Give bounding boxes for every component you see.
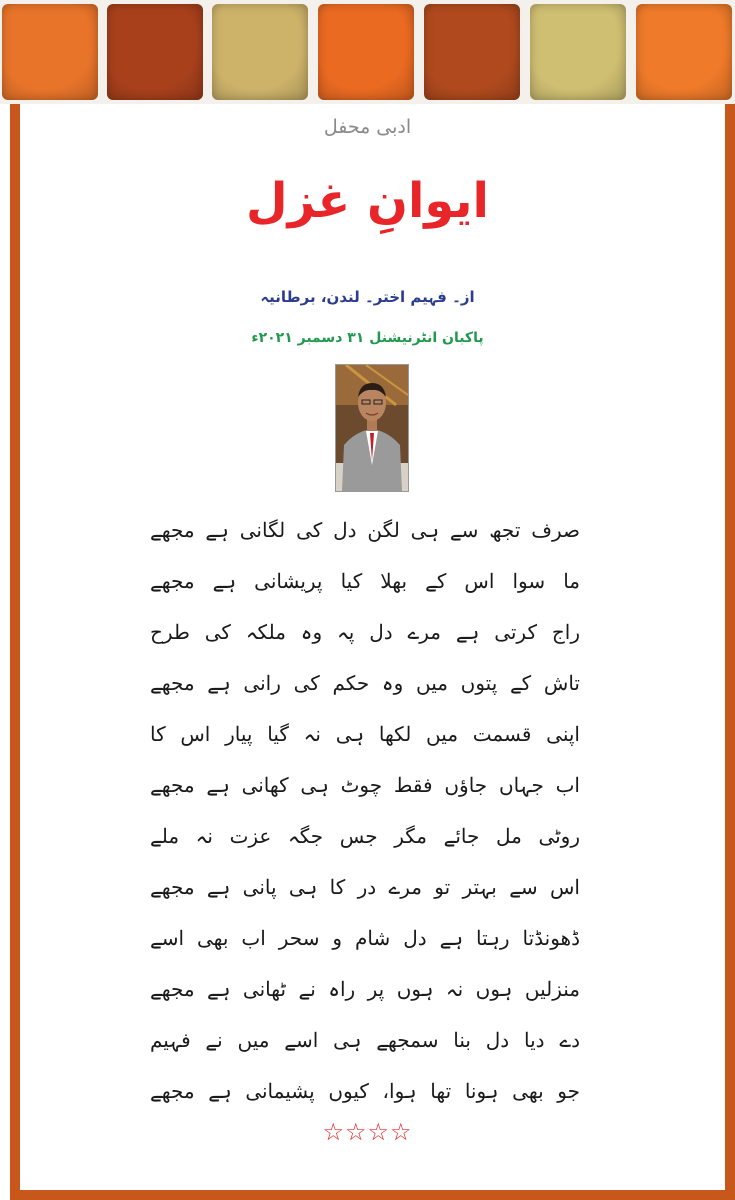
spice-bowl: [424, 4, 520, 100]
publication-info: پاکبان انٹرنیشنل ۳۱ دسمبر ۲۰۲۱ء: [251, 330, 484, 346]
spice-bowl: [530, 4, 626, 100]
ghazal-text: [150, 505, 580, 1117]
verse-line: تاش کے پتوں میں وہ حکم کی رانی ہے مجھے: [150, 671, 580, 695]
verse-line: ڈھونڈتا رہتا ہے دل شام و سحر اب بھی اسے: [150, 926, 580, 950]
spice-bowl: [2, 4, 98, 100]
verse-line: صرف تجھ سے ہی لگن دل کی لگانی ہے مجھے: [150, 518, 580, 542]
verse-line: اب جہاں جاؤں فقط چوٹ ہی کھانی ہے مجھے: [150, 773, 580, 797]
author-byline: از۔ فہیم اختر۔ لندن، برطانیہ: [260, 288, 475, 306]
spice-bowl: [318, 4, 414, 100]
verse-line: ما سوا اس کے بھلا کیا پریشانی ہے مجھے: [150, 569, 580, 593]
verse-line: جو بھی ہونا تھا ہوا، کیوں پشیمانی ہے مجھے: [150, 1079, 580, 1103]
page-title: ایوانِ غزل: [246, 173, 489, 229]
spice-bowl: [636, 4, 732, 100]
verse-line: دے دیا دل بنا سمجھے ہی اسے میں نے فہیم: [150, 1028, 580, 1052]
section-label: ادبی محفل: [323, 116, 412, 138]
spice-bowl: [212, 4, 308, 100]
verse-line: راج کرتی ہے مرے دل پہ وہ ملکہ کی طرح: [150, 620, 580, 644]
verse-line: روٹی مل جائے مگر جس جگہ عزت نہ ملے: [150, 824, 580, 848]
verse-line: اس سے بہتر تو مرے در کا ہی پانی ہے مجھے: [150, 875, 580, 899]
verse-line: اپنی قسمت میں لکھا ہی نہ گیا پیار اس کا: [150, 722, 580, 746]
star-divider: ☆☆☆☆: [322, 1118, 413, 1146]
verse-line: منزلیں ہوں نہ ہوں پر راہ نے ٹھانی ہے مجھے: [150, 977, 580, 1001]
spice-banner: [0, 0, 735, 104]
spice-bowl: [107, 4, 203, 100]
author-photo: [335, 364, 409, 492]
